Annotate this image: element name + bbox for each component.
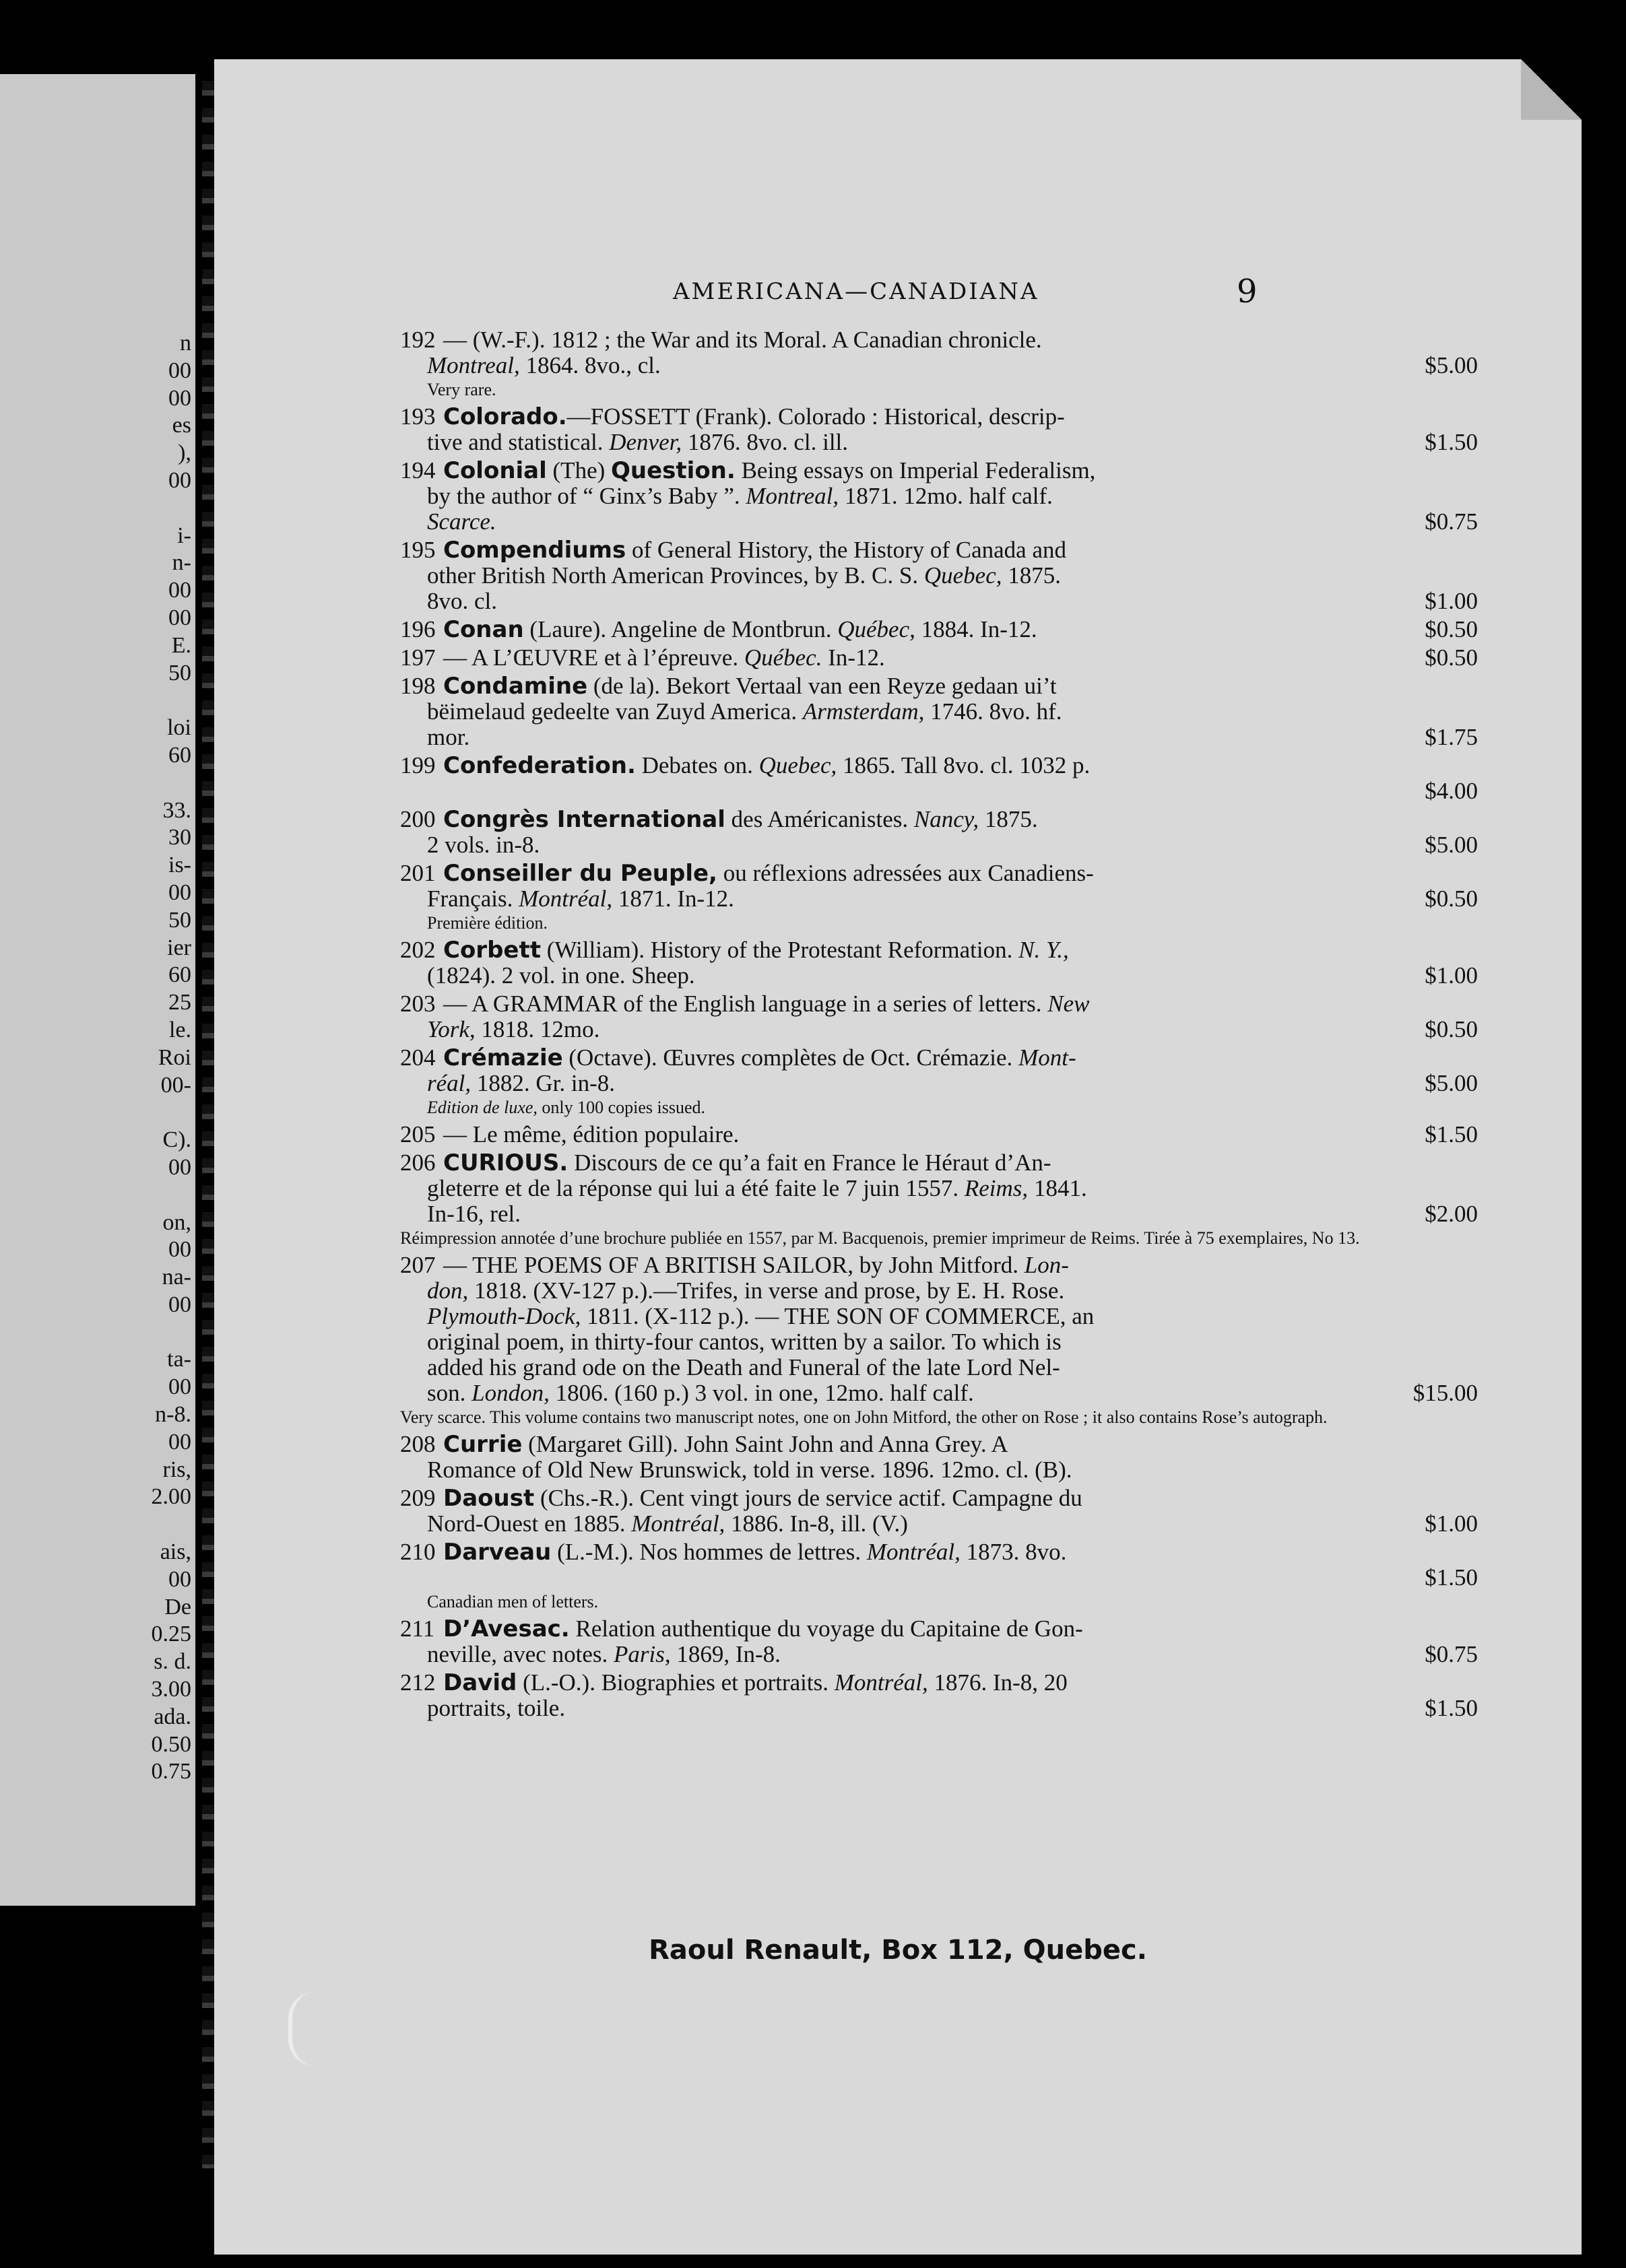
margin-fragment: 00 <box>168 385 191 411</box>
pencil-mark <box>288 1992 339 2066</box>
margin-fragment: ada. <box>154 1704 191 1729</box>
margin-fragment: ier <box>167 935 191 960</box>
entry-195: 195 Compendiums of General History, the History of Canada and other British North American Provinces, by B. C. S. Quebec, 1875. 8vo. cl. $1.00 <box>400 537 1478 614</box>
margin-fragment <box>131 1319 191 1347</box>
margin-fragment: 00 <box>168 879 191 905</box>
margin-fragment: n-8. <box>155 1402 191 1428</box>
margin-fragment: C). <box>162 1127 191 1153</box>
margin-fragment <box>131 770 191 797</box>
price: $1.00 <box>1425 1510 1478 1537</box>
page-number: 9 <box>1237 273 1258 310</box>
price: $0.75 <box>1425 508 1478 535</box>
margin-fragment: 00 <box>168 1292 191 1317</box>
entry-note: Réimpression annotée d’une brochure publiée en 1557, par M. Bacquenois, premier imprimeur de Reims. Tirée à 75 exemplaires, No 13. <box>400 1228 1360 1248</box>
margin-fragment: 2.00 <box>151 1484 191 1510</box>
margin-fragment: ais, <box>160 1539 191 1565</box>
entry-206: 206 CURIOUS. Discours de ce qu’a fait en France le Héraut d’An- gleterre et de la réponse qui lui a été faite le 7 juin 1557. Reims, 1841. In-16, rel. $2.00 Réimpression annotée d’une brochure publiée en 1557, par M. Bacquenois, premier imprimeur de Reims. Tirée à 75 exemplaires, No 13. <box>400 1149 1478 1248</box>
running-title: AMERICANA—CANADIANA <box>673 278 1039 305</box>
price: $1.00 <box>1425 962 1478 989</box>
page-corner-fold <box>1521 59 1582 120</box>
margin-fragment: 25 <box>168 990 191 1015</box>
margin-fragment: ris, <box>162 1457 191 1482</box>
left-page <box>0 74 195 1906</box>
margin-fragment: na- <box>162 1265 191 1290</box>
entry-202: 202 Corbett (William). History of the Protestant Reformation. N. Y., (1824). 2 vol. in one. Sheep. $1.00 <box>400 937 1478 989</box>
margin-fragment: i- <box>177 523 191 548</box>
price: $5.00 <box>1425 352 1478 378</box>
margin-fragment: 0.25 <box>151 1622 191 1647</box>
margin-fragment: loi <box>167 715 191 741</box>
margin-fragment: ta- <box>167 1347 191 1372</box>
price: $1.50 <box>1425 1121 1478 1147</box>
entry-203: 203 — A GRAMMAR of the English language in a series of letters. New York, 1818. 12mo. $0.50 <box>400 991 1478 1042</box>
entry-note: Canadian men of letters. <box>427 1592 599 1611</box>
price: $4.00 <box>1425 778 1478 804</box>
entry-note: Première édition. <box>427 913 548 933</box>
margin-fragment <box>131 1511 191 1539</box>
margin-fragment: 00 <box>168 467 191 493</box>
page <box>214 59 1582 2255</box>
entry-note: Very rare. <box>427 380 496 399</box>
entry-210: 210 Darveau (L.-M.). Nos hommes de lettres. Montréal, 1873. 8vo. $1.50 Canadian men of letters. <box>400 1539 1478 1611</box>
entry-note: Very scarce. This volume contains two manuscript notes, one on John Mitford, the other on Rose ; it also contains Rose’s autograph. <box>400 1407 1328 1427</box>
price: $0.50 <box>1425 886 1478 912</box>
margin-fragment: 00 <box>168 1429 191 1455</box>
price: $0.75 <box>1425 1641 1478 1667</box>
margin-fragment: 0.50 <box>151 1731 191 1757</box>
margin-fragment: on, <box>162 1209 191 1235</box>
margin-fragment: 3.00 <box>151 1677 191 1702</box>
margin-fragment <box>131 1099 191 1127</box>
price: $1.50 <box>1425 429 1478 455</box>
margin-fragment: 00 <box>168 1566 191 1592</box>
entry-198: 198 Condamine (de la). Bekort Vertaal van een Reyze gedaan ui’t bëimelaud gedeelte van Zuyd America. Armsterdam, 1746. 8vo. hf. mor. $1.75 <box>400 673 1478 750</box>
margin-fragment: 50 <box>168 907 191 933</box>
entry-193: 193 Colorado.—FOSSETT (Frank). Colorado : Historical, descrip- tive and statistical. Denver, 1876. 8vo. cl. ill. $1.50 <box>400 403 1478 455</box>
margin-fragment: s. d. <box>154 1649 191 1675</box>
left-page-margin-text <box>131 330 191 1786</box>
price: $1.00 <box>1425 588 1478 614</box>
entry-211: 211 D’Avesac. Relation authentique du voyage du Capitaine de Gon- neville, avec notes. Paris, 1869, In-8. $0.75 <box>400 1615 1478 1667</box>
margin-fragment: le. <box>168 1017 191 1042</box>
catalogue-entries <box>400 327 1478 1724</box>
margin-fragment <box>131 687 191 714</box>
margin-fragment: E. <box>171 632 191 658</box>
entry-205: 205 — Le même, édition populaire. $1.50 <box>400 1121 1478 1147</box>
entry-197: 197 — A L’ŒUVRE et à l’épreuve. Québec. In-12. $0.50 <box>400 644 1478 671</box>
entry-192: 192 — (W.-F.). 1812 ; the War and its Moral. A Canadian chronicle. Montreal, 1864. 8vo., cl. $5.00 Very rare. <box>400 327 1478 399</box>
margin-fragment: ), <box>178 440 191 466</box>
entry-199: 199 Confederation. Debates on. Quebec, 1865. Tall 8vo. cl. 1032 p. $4.00 <box>400 752 1478 804</box>
margin-fragment: 33. <box>162 797 191 823</box>
entry-201: 201 Conseiller du Peuple, ou réflexions adressées aux Canadiens- Français. Montréal, 1871. In-12. $0.50 Première édition. <box>400 860 1478 933</box>
margin-fragment: Roi <box>158 1044 191 1070</box>
entry-209: 209 Daoust (Chs.-R.). Cent vingt jours de service actif. Campagne du Nord-Ouest en 1885. Montréal, 1886. In-8, ill. (V.) $1.00 <box>400 1485 1478 1537</box>
price: $5.00 <box>1425 1070 1478 1096</box>
price: $2.00 <box>1425 1201 1478 1227</box>
margin-fragment: 30 <box>168 825 191 850</box>
entry-204: 204 Crémazie (Octave). Œuvres complètes de Oct. Crémazie. Mont- réal, 1882. Gr. in-8. $5.00 Edition de luxe, only 100 copies issued. <box>400 1044 1478 1117</box>
entry-208: 208 Currie (Margaret Gill). John Saint John and Anna Grey. A Romance of Old New Brunswick, told in verse. 1896. 12mo. cl. (B). <box>400 1431 1072 1483</box>
price: $0.50 <box>1425 616 1478 642</box>
price: $0.50 <box>1425 644 1478 671</box>
price: $5.00 <box>1425 832 1478 858</box>
margin-fragment: 00 <box>168 1154 191 1180</box>
margin-fragment <box>131 495 191 523</box>
margin-fragment: 0.75 <box>151 1759 191 1785</box>
margin-fragment: 00 <box>168 358 191 383</box>
margin-fragment: 60 <box>168 962 191 988</box>
price: $1.50 <box>1425 1695 1478 1721</box>
entry-196: 196 Conan (Laure). Angeline de Montbrun. Québec, 1884. In-12. $0.50 <box>400 616 1478 643</box>
margin-fragment: De <box>164 1594 191 1620</box>
margin-fragment: n <box>180 331 191 356</box>
margin-fragment: 00 <box>168 578 191 603</box>
margin-fragment: 50 <box>168 660 191 686</box>
margin-fragment: es <box>172 413 191 438</box>
margin-fragment <box>131 1182 191 1209</box>
margin-fragment: 00 <box>168 605 191 630</box>
entry-200: 200 Congrès International des Américanistes. Nancy, 1875. 2 vols. in-8. $5.00 <box>400 806 1478 858</box>
margin-fragment: 60 <box>168 742 191 768</box>
price: $0.50 <box>1425 1016 1478 1042</box>
page-header <box>214 273 1582 319</box>
publisher-footer: Raoul Renault, Box 112, Quebec. <box>649 1935 1147 1966</box>
entry-194: 194 Colonial (The) Question. Being essays on Imperial Federalism, by the author of “ Ginx’s Baby ”. Montreal, 1871. 12mo. half calf. Scarce. $0.75 <box>400 457 1478 535</box>
price: $15.00 <box>1412 1380 1478 1406</box>
entry-212: 212 David (L.-O.). Biographies et portraits. Montréal, 1876. In-8, 20 portraits, toile. $1.50 <box>400 1669 1478 1721</box>
margin-fragment: 00 <box>168 1237 191 1263</box>
margin-fragment: 00- <box>160 1072 191 1098</box>
entry-207: 207 — THE POEMS OF A BRITISH SAILOR, by John Mitford. Lon- don, 1818. (XV-127 p.).—Trifes, in verse and prose, by E. H. Rose. Plymouth-Dock, 1811. (X-112 p.). — THE SON OF COMMERCE, an original poem, in thirty-four cantos, written by a sailor. To which is added his grand ode on the Death and Funeral of the late Lord Nel- son. London, 1806. (160 p.) 3 vol. in one, 12mo. half calf. $15.00 Very scarce. This volume contains two manuscript notes, one on John Mitford, the other on Rose ; it also contains Rose’s autograph. <box>400 1252 1478 1427</box>
entry-note: Edition de luxe, only 100 copies issued. <box>427 1098 706 1117</box>
margin-fragment: n- <box>172 550 191 576</box>
margin-fragment: is- <box>168 853 191 878</box>
price: $1.50 <box>1425 1564 1478 1591</box>
margin-fragment: 00 <box>168 1374 191 1400</box>
price: $1.75 <box>1425 724 1478 750</box>
